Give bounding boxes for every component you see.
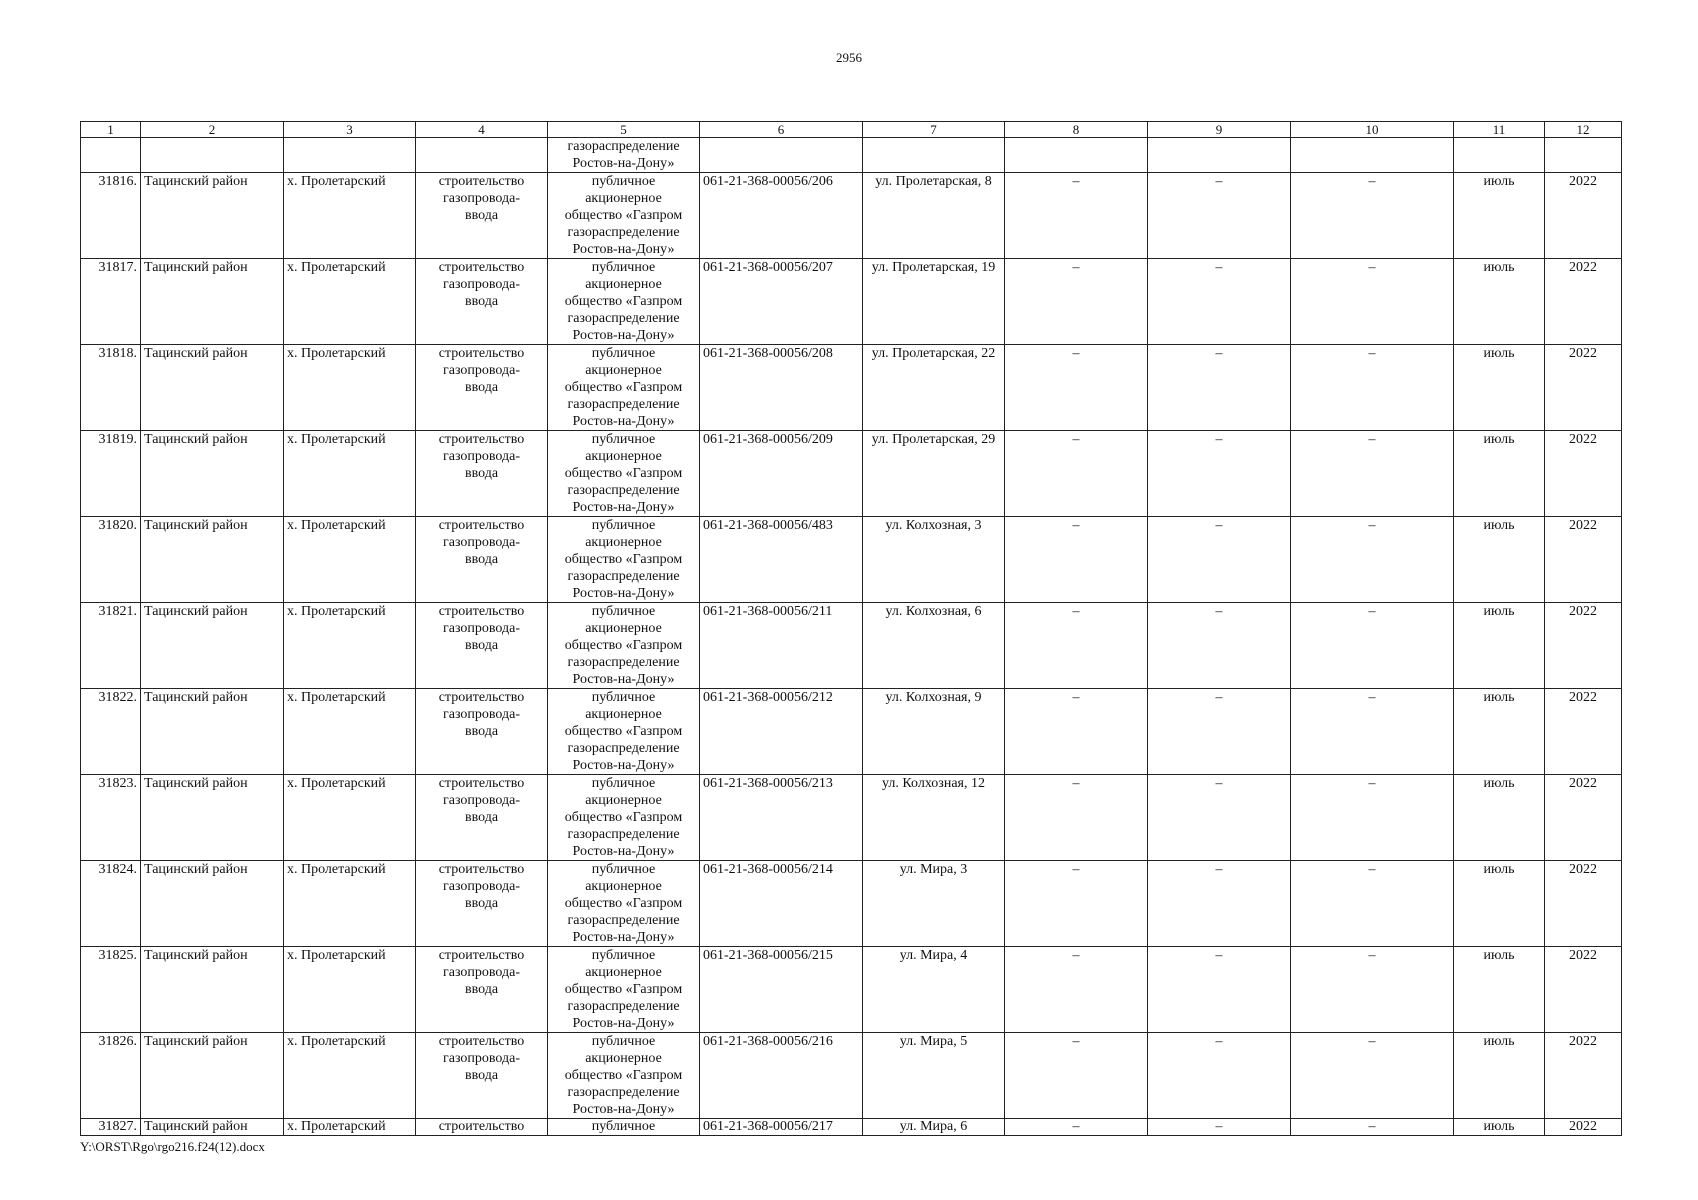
month-cell: июль bbox=[1454, 259, 1545, 345]
organization-cell bbox=[548, 861, 700, 947]
organization-line: газораспределение bbox=[567, 225, 680, 240]
column-10-cell: – bbox=[1291, 861, 1454, 947]
table-row bbox=[81, 689, 1622, 775]
column-9-cell: – bbox=[1148, 1033, 1291, 1119]
column-header: 8 bbox=[1005, 122, 1148, 138]
column-8-cell: – bbox=[1005, 861, 1148, 947]
district-cell: Тацинский район bbox=[141, 947, 284, 1033]
organization-line: Ростов-на-Дону» bbox=[572, 930, 675, 945]
code-cell: 061-21-368-00056/217 bbox=[700, 1119, 863, 1136]
column-10-cell: – bbox=[1291, 345, 1454, 431]
organization-cell bbox=[548, 603, 700, 689]
work-type-cell bbox=[416, 517, 548, 603]
column-header: 3 bbox=[284, 122, 416, 138]
work-type-cell bbox=[416, 345, 548, 431]
table-cell bbox=[284, 138, 416, 173]
district-cell: Тацинский район bbox=[141, 517, 284, 603]
work-type-cell bbox=[416, 603, 548, 689]
table-cell bbox=[1148, 138, 1291, 173]
organization-line: газораспределение bbox=[567, 397, 680, 412]
work-type-line: ввода bbox=[464, 466, 499, 481]
organization-line: газораспределение bbox=[567, 913, 680, 928]
column-8-cell: – bbox=[1005, 259, 1148, 345]
work-type-line: строительство bbox=[438, 690, 525, 705]
column-8-cell: – bbox=[1005, 689, 1148, 775]
column-10-cell: – bbox=[1291, 603, 1454, 689]
organization-line: общество «Газпром bbox=[564, 982, 683, 997]
organization-line: Ростов-на-Дону» bbox=[572, 758, 675, 773]
file-path-footer: Y:\ORST\Rgo\rgo216.f24(12).docx bbox=[80, 1139, 265, 1154]
month-cell: июль bbox=[1454, 431, 1545, 517]
work-type-cell bbox=[416, 173, 548, 259]
work-type-line: газопровода- bbox=[442, 449, 520, 464]
organization-line: газораспределение bbox=[567, 483, 680, 498]
year-cell: 2022 bbox=[1545, 947, 1622, 1033]
year-cell: 2022 bbox=[1545, 775, 1622, 861]
settlement-cell: х. Пролетарский bbox=[284, 259, 416, 345]
organization-line: Ростов-на-Дону» bbox=[572, 242, 675, 257]
table-cell bbox=[700, 138, 863, 173]
column-header: 9 bbox=[1148, 122, 1291, 138]
table-cell bbox=[1291, 138, 1454, 173]
organization-line: акционерное bbox=[585, 1051, 662, 1066]
row-number: 31826. bbox=[81, 1033, 141, 1119]
work-type-line: ввода bbox=[464, 294, 499, 309]
organization-line: газораспределение bbox=[567, 741, 680, 756]
district-cell: Тацинский район bbox=[141, 603, 284, 689]
organization-line: акционерное bbox=[585, 621, 662, 636]
work-type-line: ввода bbox=[464, 1068, 499, 1083]
month-cell: июль bbox=[1454, 1033, 1545, 1119]
district-cell: Тацинский район bbox=[141, 173, 284, 259]
work-type-line: строительство bbox=[438, 948, 525, 963]
district-cell: Тацинский район bbox=[141, 861, 284, 947]
work-type-cell bbox=[416, 947, 548, 1033]
year-cell: 2022 bbox=[1545, 173, 1622, 259]
settlement-cell: х. Пролетарский bbox=[284, 345, 416, 431]
organization-line: газораспределение bbox=[567, 999, 680, 1014]
organization-line: общество «Газпром bbox=[564, 552, 683, 567]
organization-line: публичное bbox=[591, 518, 656, 533]
organization-line: акционерное bbox=[585, 707, 662, 722]
column-header: 10 bbox=[1291, 122, 1454, 138]
work-type-cell bbox=[416, 1033, 548, 1119]
table-row bbox=[81, 431, 1622, 517]
year-cell: 2022 bbox=[1545, 1033, 1622, 1119]
settlement-cell: х. Пролетарский bbox=[284, 775, 416, 861]
column-header: 2 bbox=[141, 122, 284, 138]
column-8-cell: – bbox=[1005, 603, 1148, 689]
row-number: 31824. bbox=[81, 861, 141, 947]
column-9-cell: – bbox=[1148, 431, 1291, 517]
code-cell: 061-21-368-00056/207 bbox=[700, 259, 863, 345]
organization-line: публичное bbox=[591, 948, 656, 963]
address-cell: ул. Пролетарская, 22 bbox=[863, 345, 1005, 431]
district-cell: Тацинский район bbox=[141, 1033, 284, 1119]
row-number: 31818. bbox=[81, 345, 141, 431]
work-type-line: ввода bbox=[464, 638, 499, 653]
work-type-line: строительство bbox=[438, 432, 525, 447]
column-8-cell: – bbox=[1005, 1119, 1148, 1136]
year-cell: 2022 bbox=[1545, 259, 1622, 345]
settlement-cell: х. Пролетарский bbox=[284, 603, 416, 689]
code-cell: 061-21-368-00056/215 bbox=[700, 947, 863, 1033]
month-cell: июль bbox=[1454, 861, 1545, 947]
organization-line: общество «Газпром bbox=[564, 638, 683, 653]
organization-line: общество «Газпром bbox=[564, 896, 683, 911]
organization-line: Ростов-на-Дону» bbox=[572, 1016, 675, 1031]
organization-line: публичное bbox=[591, 690, 656, 705]
address-cell: ул. Мира, 5 bbox=[863, 1033, 1005, 1119]
work-type-line: газопровода- bbox=[442, 965, 520, 980]
column-8-cell: – bbox=[1005, 431, 1148, 517]
organization-cell bbox=[548, 345, 700, 431]
organization-line: газораспределение bbox=[567, 1085, 680, 1100]
work-type-line: газопровода- bbox=[442, 879, 520, 894]
row-number: 31819. bbox=[81, 431, 141, 517]
organization-cell bbox=[548, 947, 700, 1033]
year-cell: 2022 bbox=[1545, 861, 1622, 947]
column-9-cell: – bbox=[1148, 345, 1291, 431]
organization-line: общество «Газпром bbox=[564, 810, 683, 825]
settlement-cell: х. Пролетарский bbox=[284, 1033, 416, 1119]
address-cell: ул. Пролетарская, 19 bbox=[863, 259, 1005, 345]
organization-cell bbox=[548, 517, 700, 603]
column-9-cell: – bbox=[1148, 861, 1291, 947]
work-type-line: строительство bbox=[438, 862, 525, 877]
settlement-cell: х. Пролетарский bbox=[284, 861, 416, 947]
column-10-cell: – bbox=[1291, 1033, 1454, 1119]
district-cell: Тацинский район bbox=[141, 345, 284, 431]
organization-line: акционерное bbox=[585, 879, 662, 894]
organization-line: Ростов-на-Дону» bbox=[572, 414, 675, 429]
work-type-line: газопровода- bbox=[442, 621, 520, 636]
column-9-cell: – bbox=[1148, 775, 1291, 861]
work-type-line: строительство bbox=[438, 604, 525, 619]
column-10-cell: – bbox=[1291, 431, 1454, 517]
work-type-cell bbox=[416, 259, 548, 345]
year-cell: 2022 bbox=[1545, 603, 1622, 689]
organization-line: акционерное bbox=[585, 965, 662, 980]
year-cell: 2022 bbox=[1545, 1119, 1622, 1136]
table-cell bbox=[1545, 138, 1622, 173]
column-header: 1 bbox=[81, 122, 141, 138]
code-cell: 061-21-368-00056/483 bbox=[700, 517, 863, 603]
table-cell bbox=[416, 138, 548, 173]
district-cell: Тацинский район bbox=[141, 689, 284, 775]
address-cell: ул. Мира, 6 bbox=[863, 1119, 1005, 1136]
district-cell: Тацинский район bbox=[141, 1119, 284, 1136]
organization-line: общество «Газпром bbox=[564, 294, 683, 309]
month-cell: июль bbox=[1454, 947, 1545, 1033]
column-8-cell: – bbox=[1005, 947, 1148, 1033]
column-10-cell: – bbox=[1291, 517, 1454, 603]
organization-line: общество «Газпром bbox=[564, 1068, 683, 1083]
work-type-line: ввода bbox=[464, 552, 499, 567]
column-9-cell: – bbox=[1148, 259, 1291, 345]
organization-line: Ростов-на-Дону» bbox=[572, 1102, 675, 1117]
column-10-cell: – bbox=[1291, 1119, 1454, 1136]
row-number: 31816. bbox=[81, 173, 141, 259]
work-type-cell: строительство bbox=[416, 1119, 548, 1136]
table-row bbox=[81, 1033, 1622, 1119]
column-header: 6 bbox=[700, 122, 863, 138]
organization-cell: публичное bbox=[548, 1119, 700, 1136]
table-cell bbox=[1454, 138, 1545, 173]
address-cell: ул. Колхозная, 9 bbox=[863, 689, 1005, 775]
settlement-cell: х. Пролетарский bbox=[284, 173, 416, 259]
organization-line: публичное bbox=[591, 346, 656, 361]
year-cell: 2022 bbox=[1545, 689, 1622, 775]
code-cell: 061-21-368-00056/209 bbox=[700, 431, 863, 517]
month-cell: июль bbox=[1454, 173, 1545, 259]
organization-line: газораспределение bbox=[567, 139, 680, 154]
row-number: 31825. bbox=[81, 947, 141, 1033]
row-number: 31821. bbox=[81, 603, 141, 689]
code-cell: 061-21-368-00056/213 bbox=[700, 775, 863, 861]
work-type-cell bbox=[416, 689, 548, 775]
column-header: 4 bbox=[416, 122, 548, 138]
column-header: 11 bbox=[1454, 122, 1545, 138]
organization-line: Ростов-на-Дону» bbox=[572, 328, 675, 343]
year-cell: 2022 bbox=[1545, 431, 1622, 517]
column-10-cell: – bbox=[1291, 173, 1454, 259]
work-type-line: ввода bbox=[464, 380, 499, 395]
page-number: 2956 bbox=[836, 50, 862, 65]
table-row bbox=[81, 861, 1622, 947]
organization-line: газораспределение bbox=[567, 827, 680, 842]
organization-cell bbox=[548, 1033, 700, 1119]
organization-line: общество «Газпром bbox=[564, 466, 683, 481]
work-type-line: ввода bbox=[464, 982, 499, 997]
work-type-line: газопровода- bbox=[442, 277, 520, 292]
row-number: 31820. bbox=[81, 517, 141, 603]
column-9-cell: – bbox=[1148, 603, 1291, 689]
year-cell: 2022 bbox=[1545, 345, 1622, 431]
address-cell: ул. Мира, 4 bbox=[863, 947, 1005, 1033]
column-8-cell: – bbox=[1005, 517, 1148, 603]
organization-line: газораспределение bbox=[567, 655, 680, 670]
column-9-cell: – bbox=[1148, 173, 1291, 259]
column-8-cell: – bbox=[1005, 345, 1148, 431]
work-type-line: газопровода- bbox=[442, 363, 520, 378]
work-type-line: газопровода- bbox=[442, 191, 520, 206]
work-type-line: газопровода- bbox=[442, 535, 520, 550]
table-row bbox=[81, 517, 1622, 603]
code-cell: 061-21-368-00056/206 bbox=[700, 173, 863, 259]
work-type-line: строительство bbox=[438, 518, 525, 533]
organization-line: акционерное bbox=[585, 535, 662, 550]
organization-line: Ростов-на-Дону» bbox=[572, 156, 675, 171]
row-number: 31823. bbox=[81, 775, 141, 861]
work-type-line: строительство bbox=[438, 1034, 525, 1049]
address-cell: ул. Пролетарская, 29 bbox=[863, 431, 1005, 517]
organization-line: общество «Газпром bbox=[564, 380, 683, 395]
continuation-row bbox=[81, 138, 1622, 173]
organization-cell bbox=[548, 259, 700, 345]
column-10-cell: – bbox=[1291, 689, 1454, 775]
work-type-cell bbox=[416, 775, 548, 861]
column-8-cell: – bbox=[1005, 1033, 1148, 1119]
column-9-cell: – bbox=[1148, 689, 1291, 775]
organization-line: публичное bbox=[591, 174, 656, 189]
column-9-cell: – bbox=[1148, 517, 1291, 603]
code-cell: 061-21-368-00056/212 bbox=[700, 689, 863, 775]
work-type-line: строительство bbox=[438, 346, 525, 361]
organization-line: акционерное bbox=[585, 191, 662, 206]
work-type-line: строительство bbox=[438, 776, 525, 791]
organization-line: публичное bbox=[591, 604, 656, 619]
address-cell: ул. Колхозная, 12 bbox=[863, 775, 1005, 861]
work-type-cell bbox=[416, 431, 548, 517]
organization-line: Ростов-на-Дону» bbox=[572, 500, 675, 515]
organization-line: публичное bbox=[591, 260, 656, 275]
organization-line: Ростов-на-Дону» bbox=[572, 672, 675, 687]
organization-line: публичное bbox=[591, 776, 656, 791]
organization-cell bbox=[548, 689, 700, 775]
organization-line: общество «Газпром bbox=[564, 724, 683, 739]
month-cell: июль bbox=[1454, 775, 1545, 861]
work-type-line: газопровода- bbox=[442, 793, 520, 808]
work-type-line: газопровода- bbox=[442, 707, 520, 722]
column-9-cell: – bbox=[1148, 947, 1291, 1033]
organization-cell bbox=[548, 431, 700, 517]
column-number-row bbox=[81, 122, 1622, 138]
column-9-cell: – bbox=[1148, 1119, 1291, 1136]
organization-cell bbox=[548, 173, 700, 259]
table-cell bbox=[863, 138, 1005, 173]
code-cell: 061-21-368-00056/211 bbox=[700, 603, 863, 689]
code-cell: 061-21-368-00056/214 bbox=[700, 861, 863, 947]
column-10-cell: – bbox=[1291, 775, 1454, 861]
row-number: 31817. bbox=[81, 259, 141, 345]
row-number: 31822. bbox=[81, 689, 141, 775]
district-cell: Тацинский район bbox=[141, 259, 284, 345]
organization-line: публичное bbox=[591, 862, 656, 877]
organization-line: акционерное bbox=[585, 363, 662, 378]
work-type-cell bbox=[416, 861, 548, 947]
work-type-line: ввода bbox=[464, 896, 499, 911]
organization-line: газораспределение bbox=[567, 311, 680, 326]
organization-line: Ростов-на-Дону» bbox=[572, 586, 675, 601]
table-cell bbox=[81, 138, 141, 173]
organization-line: публичное bbox=[591, 1034, 656, 1049]
organization-line: публичное bbox=[591, 432, 656, 447]
column-header: 7 bbox=[863, 122, 1005, 138]
district-cell: Тацинский район bbox=[141, 775, 284, 861]
organization-cell bbox=[548, 138, 700, 173]
column-header: 5 bbox=[548, 122, 700, 138]
column-10-cell: – bbox=[1291, 259, 1454, 345]
district-cell: Тацинский район bbox=[141, 431, 284, 517]
row-number: 31827. bbox=[81, 1119, 141, 1136]
organization-line: акционерное bbox=[585, 277, 662, 292]
settlement-cell: х. Пролетарский bbox=[284, 947, 416, 1033]
month-cell: июль bbox=[1454, 345, 1545, 431]
month-cell: июль bbox=[1454, 689, 1545, 775]
work-type-line: газопровода- bbox=[442, 1051, 520, 1066]
table-row bbox=[81, 603, 1622, 689]
table-row bbox=[81, 173, 1622, 259]
settlement-cell: х. Пролетарский bbox=[284, 431, 416, 517]
organization-line: акционерное bbox=[585, 449, 662, 464]
organization-cell bbox=[548, 775, 700, 861]
column-8-cell: – bbox=[1005, 173, 1148, 259]
register-table bbox=[80, 121, 1622, 1136]
table-row bbox=[81, 345, 1622, 431]
table-row bbox=[81, 1119, 1622, 1136]
organization-line: акционерное bbox=[585, 793, 662, 808]
month-cell: июль bbox=[1454, 603, 1545, 689]
year-cell: 2022 bbox=[1545, 517, 1622, 603]
organization-line: Ростов-на-Дону» bbox=[572, 844, 675, 859]
table-cell bbox=[141, 138, 284, 173]
table-row bbox=[81, 775, 1622, 861]
table-row bbox=[81, 259, 1622, 345]
work-type-line: ввода bbox=[464, 208, 499, 223]
settlement-cell: х. Пролетарский bbox=[284, 689, 416, 775]
work-type-line: строительство bbox=[438, 174, 525, 189]
table-cell bbox=[1005, 138, 1148, 173]
address-cell: ул. Колхозная, 6 bbox=[863, 603, 1005, 689]
column-10-cell: – bbox=[1291, 947, 1454, 1033]
work-type-line: ввода bbox=[464, 724, 499, 739]
address-cell: ул. Колхозная, 3 bbox=[863, 517, 1005, 603]
organization-line: общество «Газпром bbox=[564, 208, 683, 223]
settlement-cell: х. Пролетарский bbox=[284, 517, 416, 603]
month-cell: июль bbox=[1454, 1119, 1545, 1136]
settlement-cell: х. Пролетарский bbox=[284, 1119, 416, 1136]
address-cell: ул. Мира, 3 bbox=[863, 861, 1005, 947]
column-header: 12 bbox=[1545, 122, 1622, 138]
organization-line: газораспределение bbox=[567, 569, 680, 584]
work-type-line: ввода bbox=[464, 810, 499, 825]
code-cell: 061-21-368-00056/208 bbox=[700, 345, 863, 431]
code-cell: 061-21-368-00056/216 bbox=[700, 1033, 863, 1119]
address-cell: ул. Пролетарская, 8 bbox=[863, 173, 1005, 259]
column-8-cell: – bbox=[1005, 775, 1148, 861]
month-cell: июль bbox=[1454, 517, 1545, 603]
work-type-line: строительство bbox=[438, 260, 525, 275]
table-row bbox=[81, 947, 1622, 1033]
